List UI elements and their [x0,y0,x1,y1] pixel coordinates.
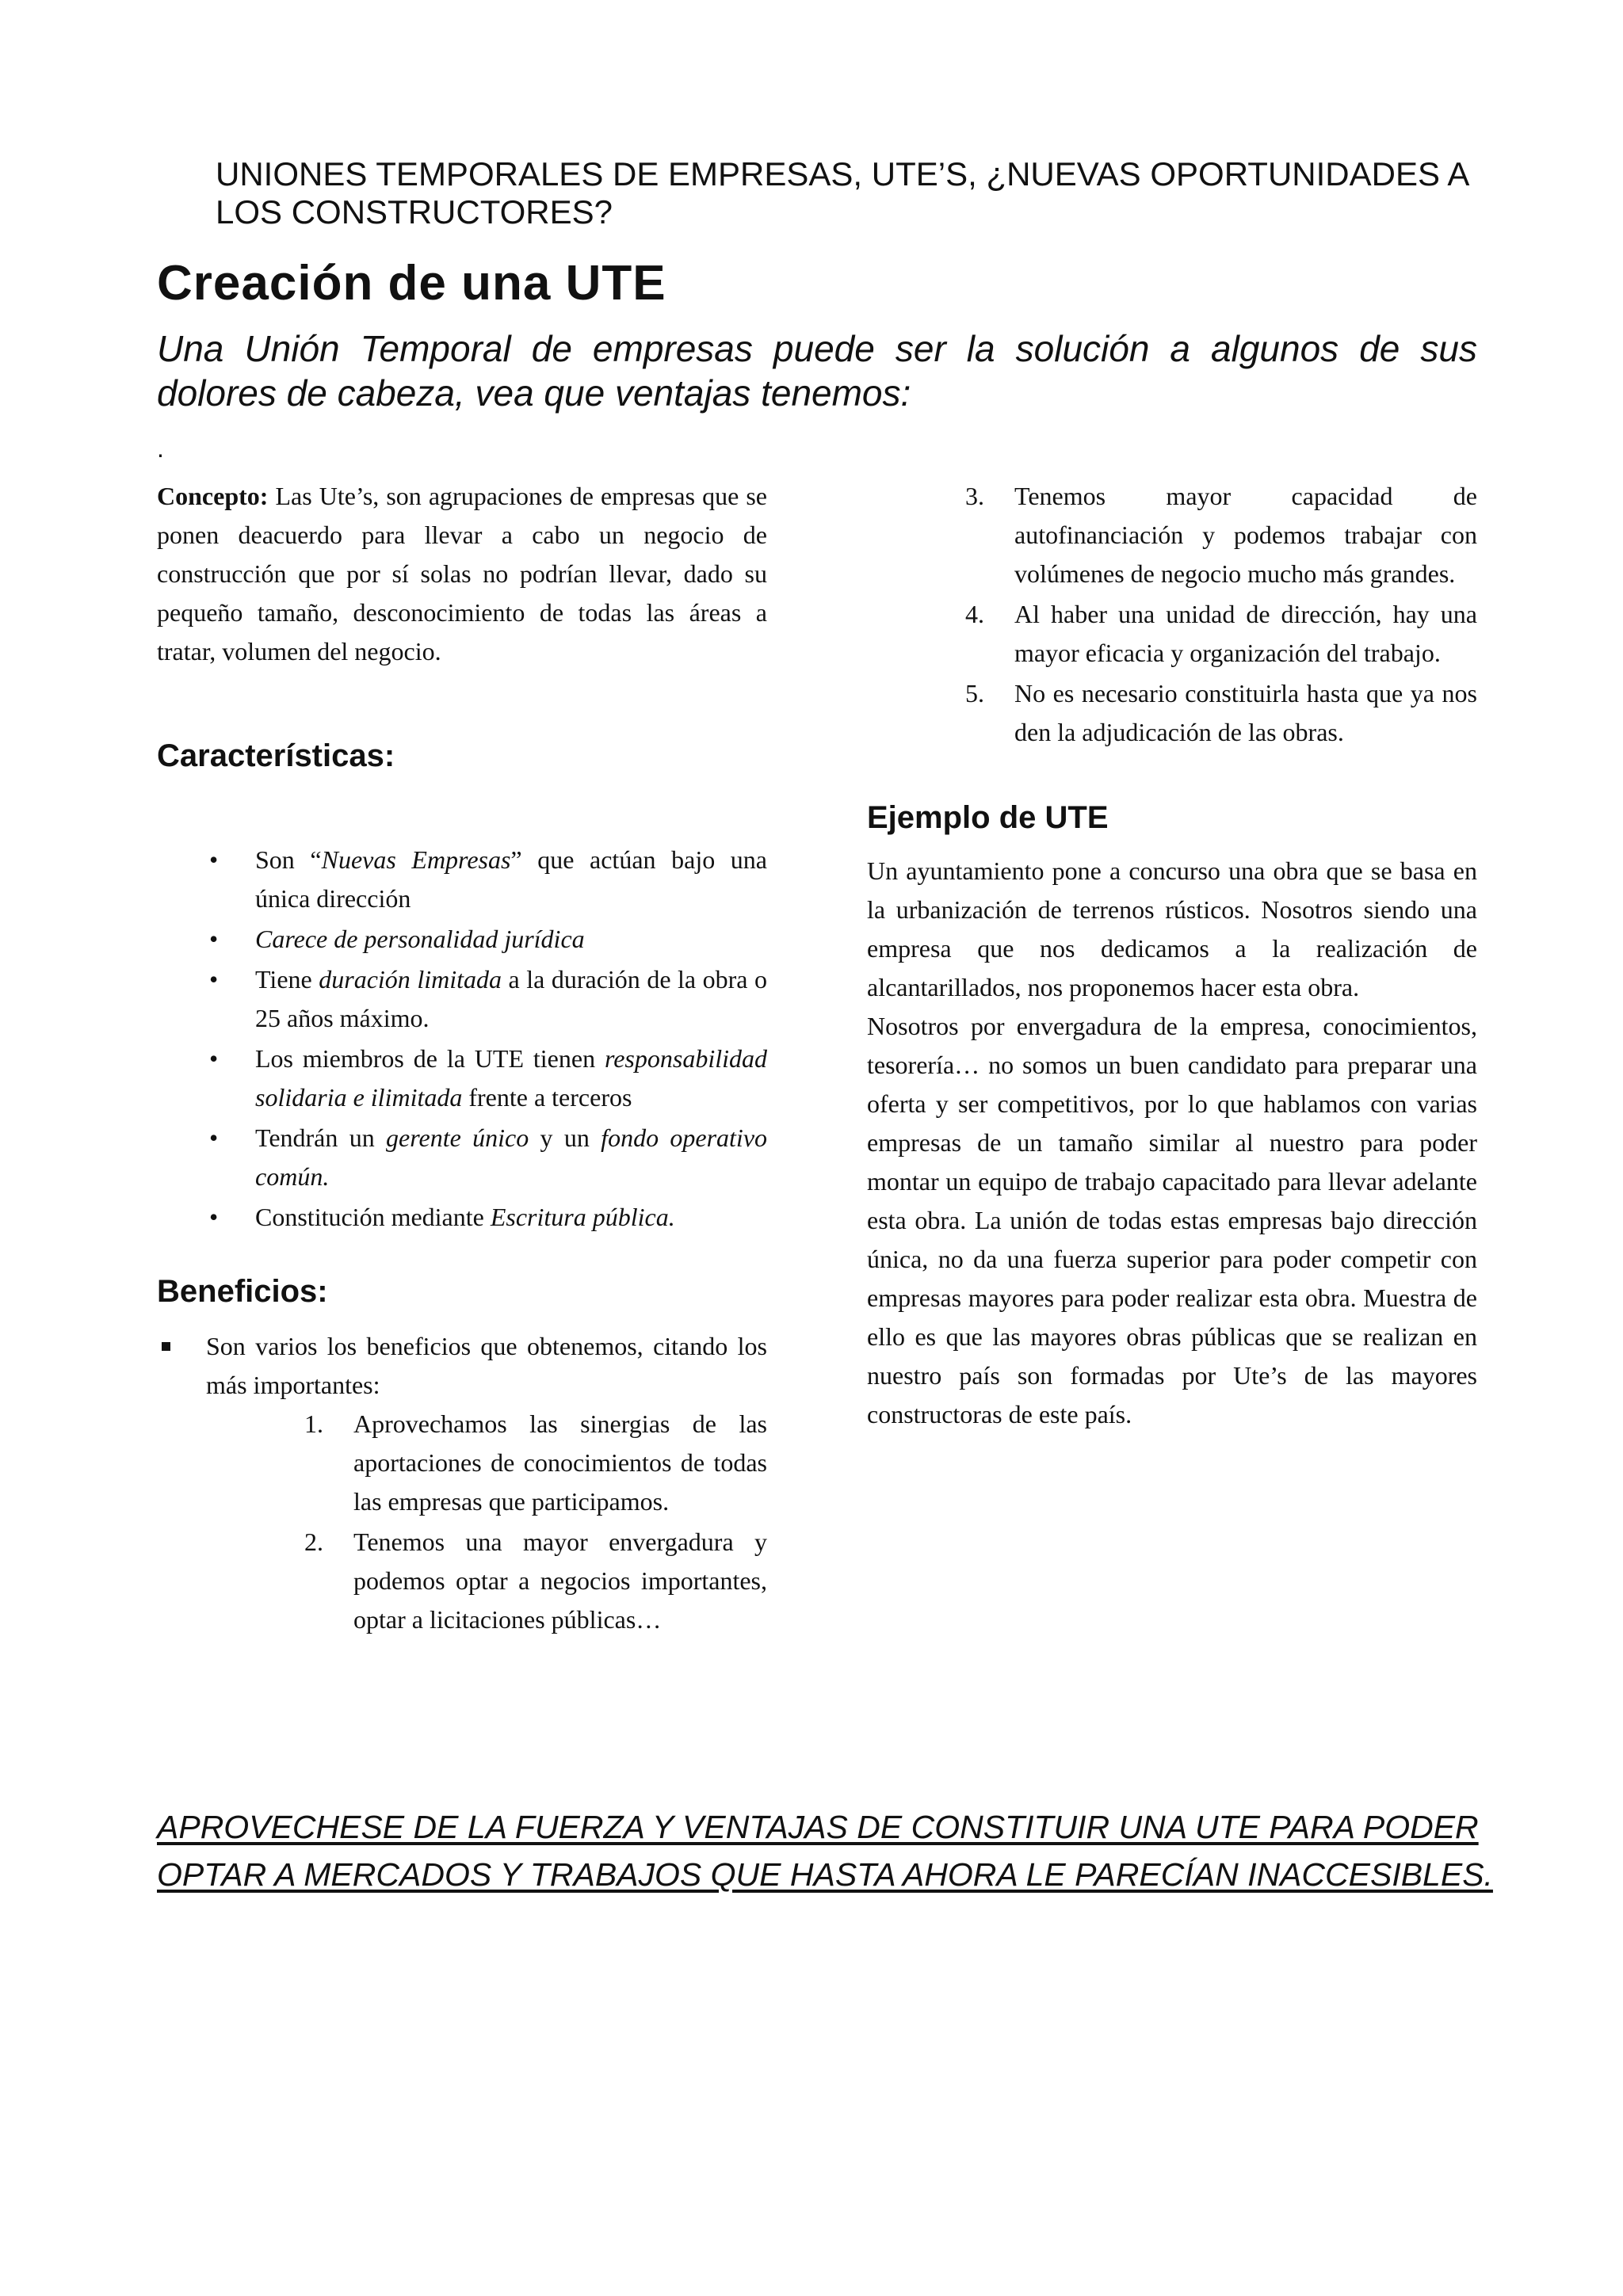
item-number: 4. [965,600,984,628]
list-item [157,1198,767,1237]
ejemplo-heading: Ejemplo de UTE [867,800,1109,835]
item-text: frente a terceros [462,1083,632,1112]
list-item [304,1405,767,1521]
item-number: 2. [304,1527,323,1556]
item-number: 1. [304,1409,323,1438]
item-italic: responsabilidad solidaria e ilimitada [255,1044,767,1112]
list-item [304,1523,767,1639]
left-column [157,477,767,1641]
bullet-icon: • [209,845,219,874]
item-italic: Escritura pública. [490,1203,675,1231]
cta-line-1: APROVECHESE DE LA FUERZA Y VENTAJAS DE CONSTITUIR UNA UTE PARA PODER [157,1809,1479,1845]
item-text: Tenemos mayor capacidad de autofinanciación y podemos trabajar con volúmenes de negocio mucho más grandes. [1014,482,1477,588]
ejemplo-paragraph-1: Un ayuntamiento pone a concurso una obra que se basa en la urbanización de terrenos rústicos. Nosotros siendo una empresa que nos dedicamos a la realización de alcantarillados, nos proponemos hacer esta obra. [867,856,1477,1001]
beneficios-intro: Son varios los beneficios que obtenemos, citando los más importantes: [206,1332,767,1399]
item-italic: gerente único [386,1123,529,1152]
item-italic: duración limitada [319,965,502,994]
item-text: Son “ [255,845,322,874]
item-text: a la duración de la obra o 25 años máximo. [255,965,768,1032]
item-italic: fondo operativo común. [255,1123,768,1191]
item-text: Tenemos una mayor envergadura y podemos optar a negocios importantes, optar a licitaciones públicas… [353,1527,767,1634]
list-item [867,595,1477,673]
stray-dot: . [157,434,164,463]
call-to-action [157,1803,1493,1898]
item-number: 5. [965,679,984,707]
list-item [157,841,767,918]
bullet-icon: • [209,1123,219,1152]
list-item [867,477,1477,593]
item-text: Constitución mediante [255,1203,491,1231]
item-italic: Nuevas Empresas [321,845,511,874]
item-text: Los miembros de la UTE tienen [255,1044,605,1073]
beneficios-list-left [157,1405,767,1639]
list-item [157,1327,767,1405]
document-header-title: UNIONES TEMPORALES DE EMPRESAS, UTE’S, ¿NUEVAS OPORTUNIDADES A LOS CONSTRUCTORES? [216,155,1468,231]
cta-line-2: OPTAR A MERCADOS Y TRABAJOS QUE HASTA AHORA LE PARECÍAN INACCESIBLES. [157,1856,1493,1893]
page-title: Creación de una UTE [157,256,666,311]
caracteristicas-heading: Características: [157,738,395,773]
concepto-paragraph [157,477,767,671]
item-text: Tiene [255,965,319,994]
list-item [867,674,1477,752]
item-italic: Carece de personalidad jurídica [255,925,585,953]
square-bullet-icon [162,1342,170,1351]
right-column [867,477,1477,1434]
beneficios-list-right [867,477,1477,752]
item-text: Aprovechamos las sinergias de las aportaciones de conocimientos de todas las empresas que participamos. [353,1409,767,1516]
list-item [157,1039,767,1117]
concepto-label: Concepto: [157,482,269,510]
item-text: Al haber una unidad de dirección, hay una mayor eficacia y organización del trabajo. [1014,600,1477,667]
caracteristicas-list [157,841,767,1237]
beneficios-intro-list [157,1327,767,1405]
list-item [157,960,767,1038]
beneficios-heading: Beneficios: [157,1274,328,1309]
item-number: 3. [965,482,984,510]
list-item [157,1119,767,1196]
item-text: ” que actúan bajo una única dirección [255,845,767,913]
page-subtitle: Una Unión Temporal de empresas puede ser la solución a algunos de sus dolores de cabeza, vea que ventajas tenemos: [157,328,1477,414]
item-text: y un [529,1123,601,1152]
bullet-icon: • [209,965,219,994]
item-text: Tendrán un [255,1123,387,1152]
list-item [157,920,767,959]
item-text: No es necesario constituirla hasta que ya nos den la adjudicación de las obras. [1014,679,1477,746]
bullet-icon: • [209,1203,219,1231]
bullet-icon: • [209,1044,219,1073]
bullet-icon: • [209,925,219,953]
ejemplo-paragraph-2: Nosotros por envergadura de la empresa, conocimientos, tesorería… no somos un buen candidato para preparar una oferta y ser competitivos, por lo que hablamos con varias empresas de un tamaño similar al nuestro para poder montar un equipo de trabajo capacitado para llevar adelante esta obra. La unión de todas estas empresas bajo dirección única, no da una fuerza superior para poder competir con empresas mayores para poder realizar esta obra. Muestra de ello es que las mayores obras públicas que se realizan en nuestro país son formadas por Ute’s de las mayores constructoras de este país. [867,1012,1477,1428]
concepto-text: Las Ute’s, son agrupaciones de empresas que se ponen deacuerdo para llevar a cabo un negocio de construcción que por sí solas no podrían llevar, dado su pequeño tamaño, desconocimiento de todas las áreas a tratar, volumen del negocio. [157,482,767,666]
